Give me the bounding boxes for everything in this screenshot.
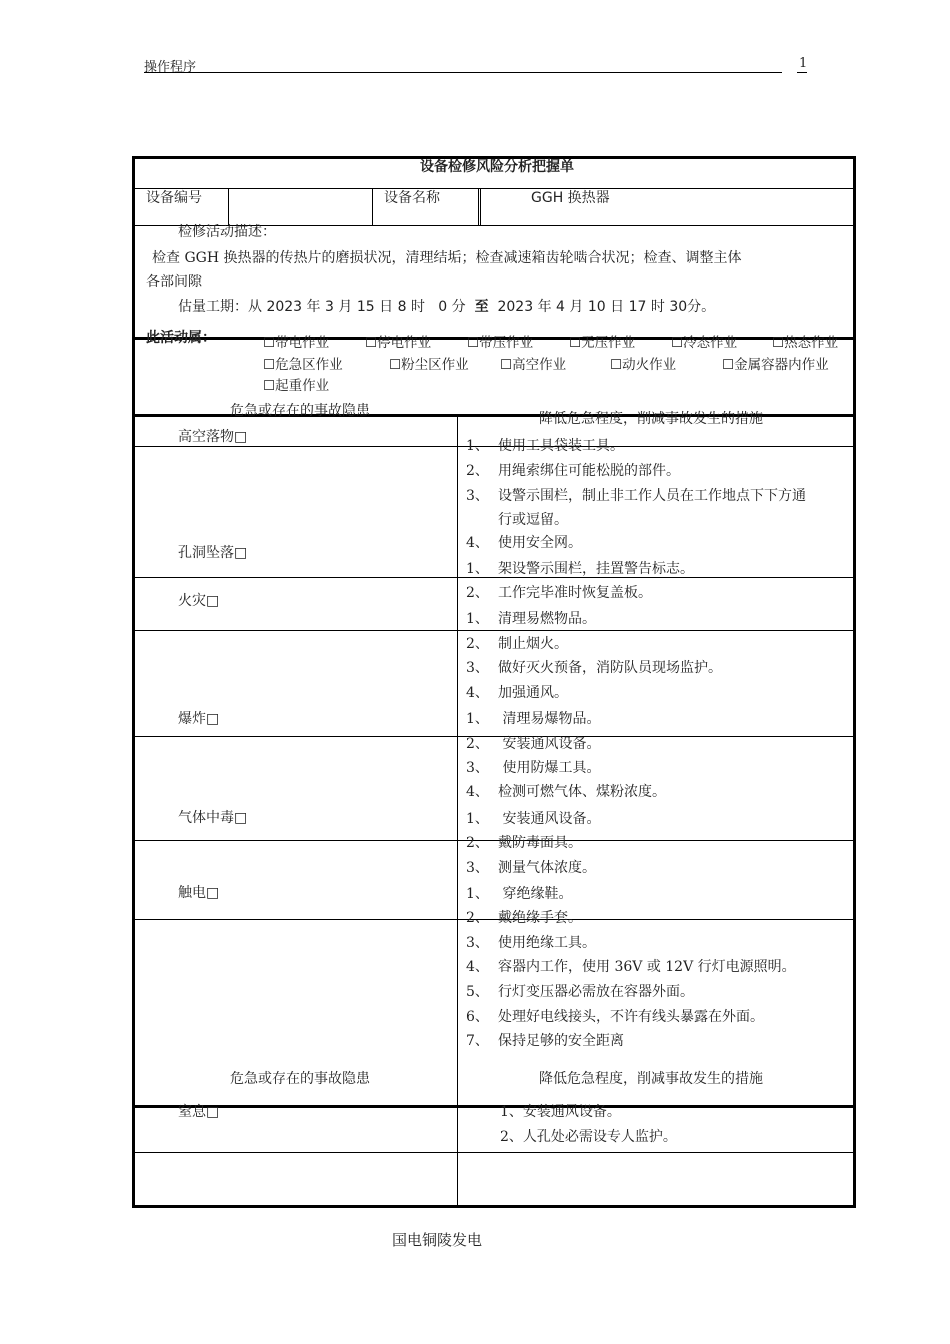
measure-item: 6、 处理好电线接头，不许有线头暴露在外面。: [466, 1009, 764, 1025]
hazard-item: 气体中毒□: [178, 810, 248, 826]
hazard-item: 孔洞坠落□: [178, 545, 248, 561]
desc-label: 检修活动描述：: [178, 224, 276, 240]
col-measure-header-repeat: 降低危急程度，削减事故发生的措施: [539, 1071, 763, 1087]
activity-checkbox[interactable]: ☐ 冷态作业: [671, 331, 737, 351]
activity-label: 此活动属：: [146, 330, 216, 346]
measure-item: 3、 设警示围栏，制止非工作人员在工作地点下下方通: [466, 488, 806, 504]
page-number: 1: [799, 56, 808, 71]
desc-line-2: 各部间隙: [146, 274, 202, 290]
measure-item: 3、 使用防爆工具。: [466, 760, 601, 776]
measure-item: 2、 工作完毕准时恢复盖板。: [466, 585, 652, 601]
activity-checkbox[interactable]: ☐ 粉尘区作业: [389, 353, 469, 373]
header-rule: [144, 72, 782, 73]
activity-checkbox[interactable]: ☐ 高空作业: [500, 353, 566, 373]
measure-item: 行或逗留。: [498, 512, 568, 528]
measure-item: 2、 安装通风设备。: [466, 736, 601, 752]
activity-checkbox[interactable]: ☐ 无压作业: [569, 331, 635, 351]
measure-item: 2、 戴防毒面具。: [466, 835, 582, 851]
measure-item: 1、 使用工具袋装工具。: [466, 438, 624, 454]
equip-name-label: 设备名称: [384, 190, 440, 206]
hazard-item: 触电□: [178, 885, 220, 901]
hazard-item: 爆炸□: [178, 711, 220, 727]
col-measure-header: 降低危急程度，削减事故发生的措施: [539, 411, 763, 427]
measure-item: 3、 使用绝缘工具。: [466, 935, 596, 951]
activity-checkbox[interactable]: ☐ 带电作业: [263, 331, 329, 351]
hazard-item: 火灾□: [178, 593, 220, 609]
measure-item: 2、 制止烟火。: [466, 636, 568, 652]
activity-checkbox[interactable]: ☐ 带压作业: [467, 331, 533, 351]
desc-line-1: 检查 GGH 换热器的传热片的磨损状况，清理结垢；检查减速箱齿轮啮合状况；检查、调整主体: [152, 250, 742, 266]
measure-item: 1、安装通风设备。: [500, 1104, 621, 1120]
measure-item: 4、 使用安全网。: [466, 535, 582, 551]
measure-item: 1、 穿绝缘鞋。: [466, 886, 573, 902]
activity-checkbox[interactable]: ☐ 起重作业: [263, 374, 329, 394]
measure-item: 2、人孔处必需设专人监护。: [500, 1129, 677, 1145]
activity-checkbox[interactable]: ☐ 金属容器内作业: [722, 353, 829, 373]
footer-company: 国电铜陵发电: [392, 1231, 483, 1249]
measure-item: 3、 做好灭火预备，消防队员现场监护。: [466, 660, 722, 676]
measure-item: 2、 用绳索绑住可能松脱的部件。: [466, 463, 680, 479]
activity-checkbox[interactable]: ☐ 停电作业: [365, 331, 431, 351]
activity-checkbox[interactable]: ☐ 危急区作业: [263, 353, 343, 373]
header-title: 操作程序: [144, 60, 197, 75]
measure-item: 1、 架设警示围栏，挂置警告标志。: [466, 561, 694, 577]
hazard-item: 窒息□: [178, 1104, 220, 1120]
activity-checkbox[interactable]: ☐ 动火作业: [610, 353, 676, 373]
measure-item: 4、 检测可燃气体、煤粉浓度。: [466, 784, 666, 800]
measure-item: 3、 测量气体浓度。: [466, 860, 596, 876]
measure-item: 1、 清理易燃物品。: [466, 611, 596, 627]
equip-no-label: 设备编号: [146, 190, 202, 206]
measure-item: 7、 保持足够的安全距离: [466, 1033, 624, 1049]
equip-name-value: GGH 换热器: [531, 190, 610, 206]
measure-item: 4、 加强通风。: [466, 685, 568, 701]
col-hazard-header-repeat: 危急或存在的事故隐患: [230, 1071, 370, 1087]
hazard-item: 高空落物□: [178, 429, 248, 445]
measure-item: 4、 容器内工作，使用 36V 或 12V 行灯电源照明。: [466, 959, 796, 975]
measure-item: 5、 行灯变压器必需放在容器外面。: [466, 984, 694, 1000]
col-hazard-header: 危急或存在的事故隐患: [230, 403, 370, 419]
measure-item: 2、 戴绝缘手套。: [466, 910, 582, 926]
activity-checkbox[interactable]: ☐ 热态作业: [772, 331, 838, 351]
duration-line: 估量工期：从 2023 年 3 月 15 日 8 时 0 分 至 2023 年 4 月 10 日 17 时 30分。: [178, 299, 716, 315]
measure-item: 1、 清理易爆物品。: [466, 711, 601, 727]
form-title: 设备检修风险分析把握单: [420, 159, 574, 175]
measure-item: 1、 安装通风设备。: [466, 811, 601, 827]
page-number-rule: [797, 72, 807, 73]
